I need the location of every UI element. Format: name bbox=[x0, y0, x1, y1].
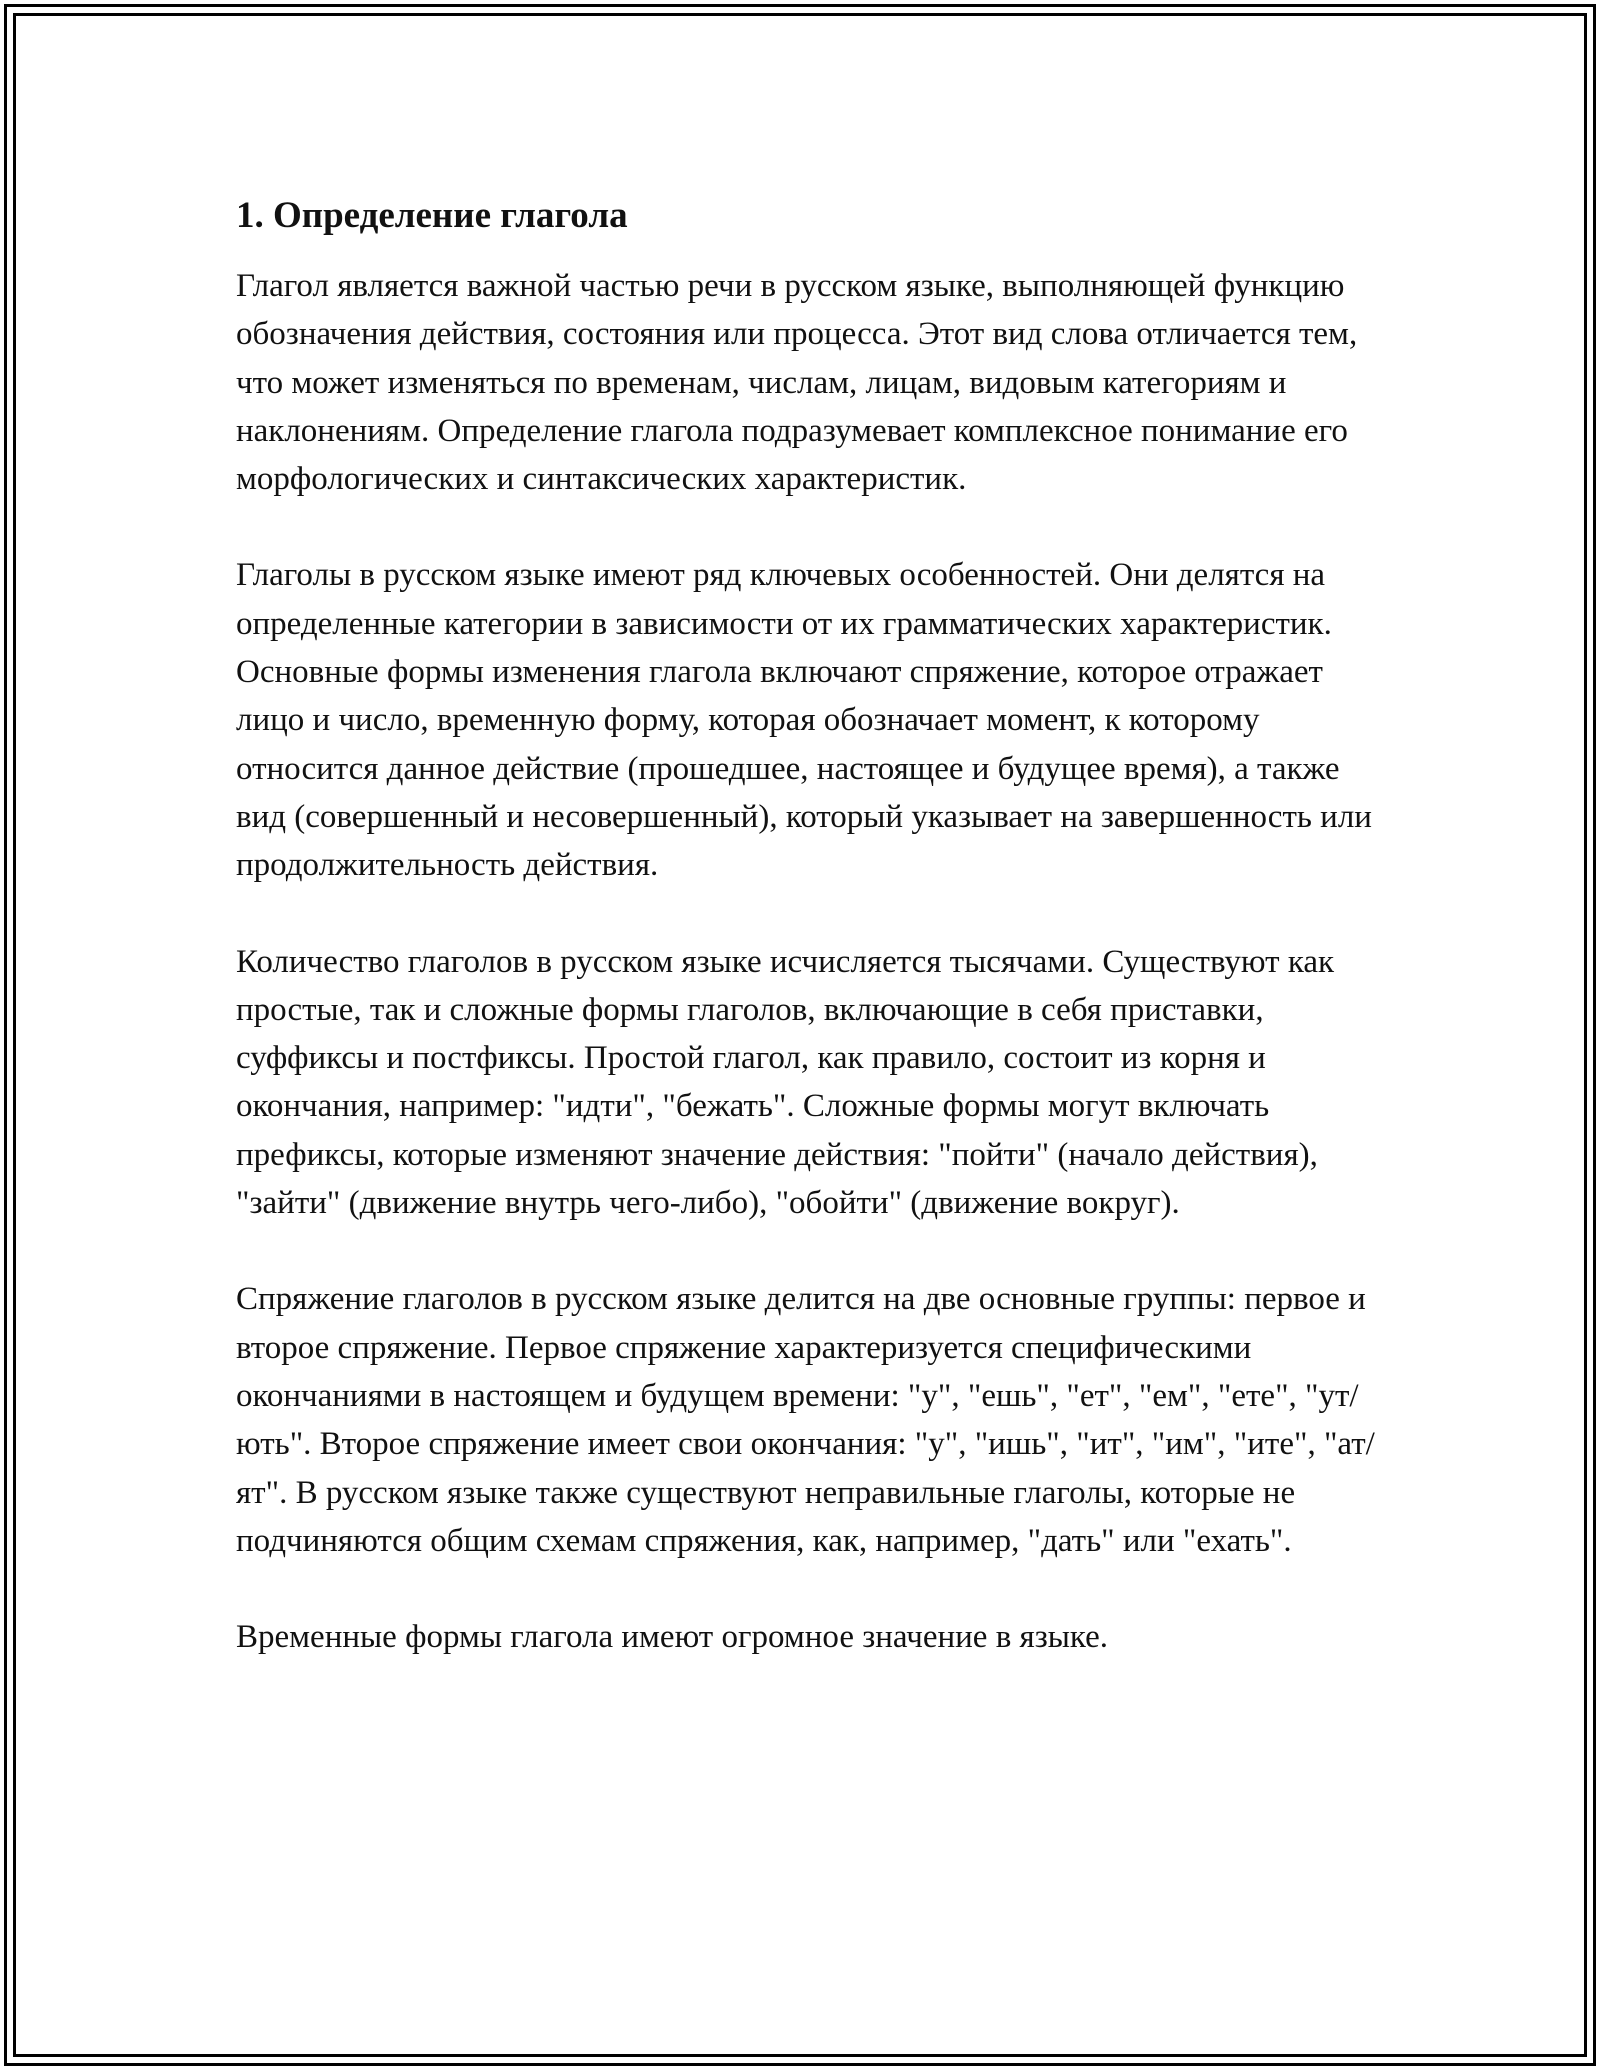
paragraph-definition: Глагол является важной частью речи в русском языке, выполняющей функцию обозначения действия, состояния или процесса. Этот вид слова отличается тем, что может изменяться по временам, числам, лицам, видовым категориям и наклонениям. Определение глагола подразумевает комплексное понимание его морфологических и синтаксических характеристик. bbox=[236, 268, 1358, 498]
paragraph-conjugation: Спряжение глаголов в русском языке делится на две основные группы: первое и второе спряжение. Первое спряжение характеризуется специфическими окончаниями в настоящем и будущем времени: "у", "ешь", "ет", "ем", "ете", "ут/ють". Второе спряжение имеет свои окончания: "у", "ишь", "ит", "им", "ите", "ат/ят". В русском языке также существуют неправильные глаголы, которые не подчиняются общим схемам спряжения, как, например, "дать" или "ехать". bbox=[236, 1281, 1375, 1559]
paragraph-tenses: Временные формы глагола имеют огромное значение в языке. bbox=[236, 1619, 1109, 1656]
section-heading: 1. Определение глагола bbox=[236, 195, 628, 236]
paragraph-forms: Количество глаголов в русском языке исчисляется тысячами. Существуют как простые, так и сложные формы глаголов, включающие в себя приставки, суффиксы и постфиксы. Простой глагол, как правило, состоит из корня и окончания, например: "идти", "бежать". Сложные формы могут включать префиксы, которые изменяют значение действия: "пойти" (начало действия), "зайти" (движение внутрь чего-либо), "обойти" (движение вокруг). bbox=[236, 943, 1335, 1222]
paragraph-features: Глаголы в русском языке имеют ряд ключевых особенностей. Они делятся на определенные категории в зависимости от их грамматических характеристик. Основные формы изменения глагола включают спряжение, которое отражает лицо и число, временную форму, которая обозначает момент, к которому относится данное действие (прошедшее, настоящее и будущее время), а также вид (совершенный и несовершенный), который указывает на завершенность или продолжительность действия. bbox=[236, 557, 1372, 884]
document-body bbox=[236, 188, 1376, 1661]
